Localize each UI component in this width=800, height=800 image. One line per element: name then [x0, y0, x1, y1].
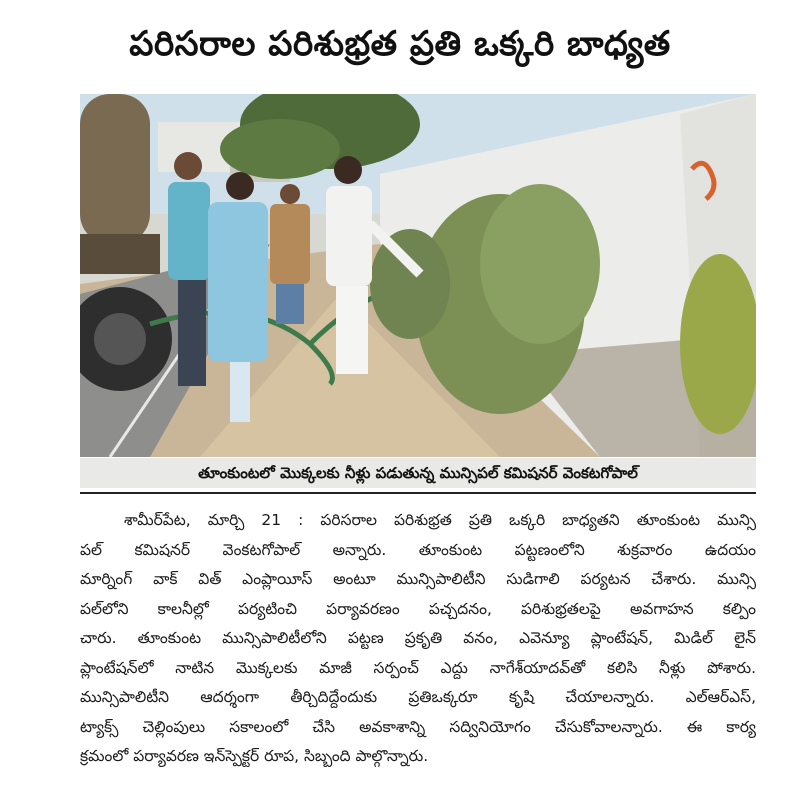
article-line: శామీర్‌పేట, మార్చి 21 : పరిసరాల పరిశుభ్రత ప్రతి ఒక్కరి బాధ్యతని తూంకుంట మున్సి: [124, 511, 756, 529]
article-line: చారు. తూంకుంట మున్సిపాలిటీలోని పట్టణ ప్రకృతి వనం, ఎవెన్యూ ప్లాంటేషన్, మిడిల్ లైన్: [80, 629, 756, 647]
article-line: మున్సిపాలిటీని ఆదర్శంగా తీర్చిదిద్దేందుకు ప్రతిఒక్కరూ కృషి చేయాలన్నారు. ఎల్‌ఆర్‌ఎస్,: [80, 688, 756, 706]
article-line: పల్ కమిషనర్ వెంకటగోపాల్ అన్నారు. తూంకుంట పట్టణంలోని శుక్రవారం ఉదయం: [80, 540, 756, 559]
article-line: పల్‌లోని కాలనీల్లో పర్యటించి పర్యావరణం పచ్చదనం, పరిశుభ్రతలపై అవగాహన కల్పిం: [80, 599, 756, 618]
article-line: ట్యాక్స్ చెల్లింపులు సకాలంలో చేసి అవకాశాన్ని సద్వినియోగం చేసుకోవాలన్నారు. ఈ కార్య: [80, 717, 756, 736]
divider: [80, 492, 756, 494]
article-body: [80, 506, 756, 772]
article-line: క్రమంలో పర్యావరణ ఇన్‌స్పెక్టర్ రూప, సిబ్బంది పాల్గొన్నారు.: [80, 747, 429, 765]
article-line: మార్నింగ్ వాక్ విత్ ఎంప్లాయీస్ అంటూ మున్సిపాలిటీని సుడిగాలి పర్యటన చేశారు. మున్సి: [80, 570, 756, 588]
news-photo: [80, 94, 756, 457]
article-line: ప్లాంటేషన్‌లో నాటిన మొక్కలకు మాజీ సర్పంచ్ ఎద్దు నాగేశ్‌యాదవ్‌తో కలిసి నీళ్లు పోశారు.: [80, 658, 756, 677]
photo-caption: తూంకుంటలో మొక్కలకు నీళ్లు పడుతున్న మున్సిపల్ కమిషనర్ వెంకటగోపాల్: [80, 458, 756, 488]
headline: పరిసరాల పరిశుభ్రత ప్రతి ఒక్కరి బాధ్యత: [129, 24, 671, 64]
